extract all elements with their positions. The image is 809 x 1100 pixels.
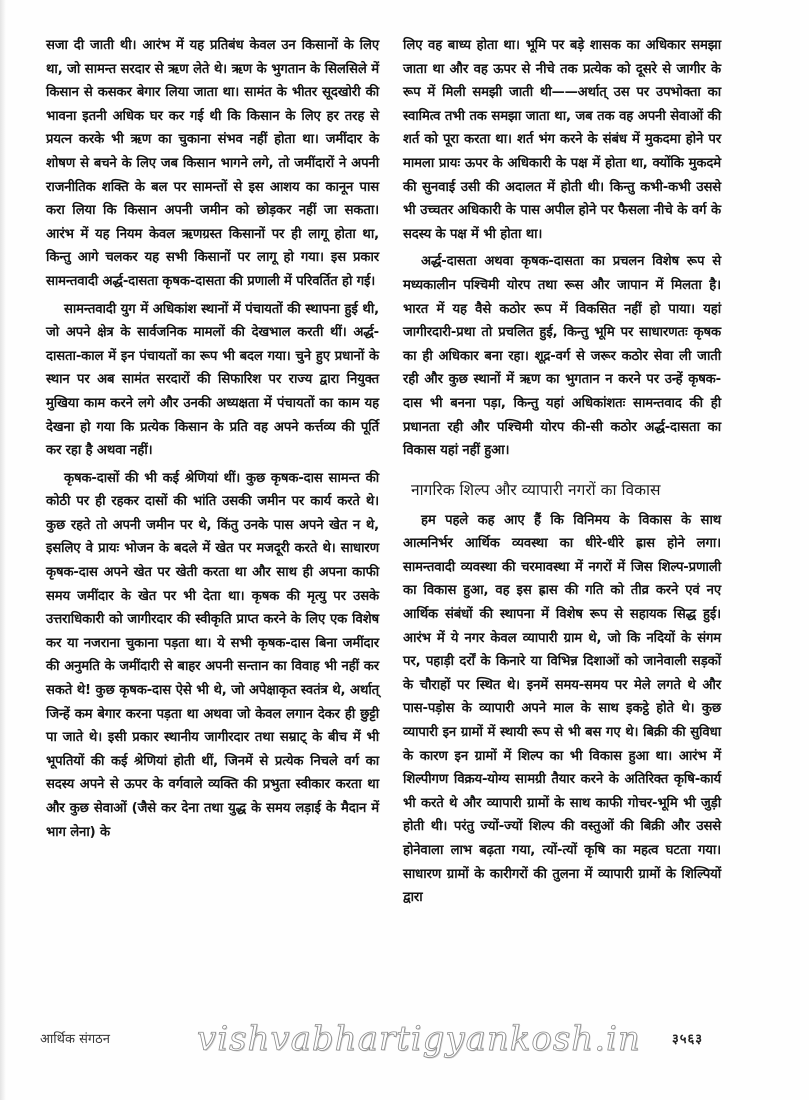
running-title: आर्थिक संगठन [40,1032,110,1047]
left-column [46,34,379,844]
paragraph: लिए वह बाध्य होता था। भूमि पर बड़े शासक का अधिकार समझा जाता था और वह ऊपर से नीचे तक प्रत्येक को दूसरे से जागीर के रूप में मिली समझी जाती थी——अर्थात् उस पर उपभोक्ता का स्वामित्व तभी तक समझा जाता था, जब तक वह अपनी सेवाओं की शर्त को पूरा करता था। शर्त भंग करने के संबंध में मुकदमा होने पर मामला प्रायः ऊपर के अधिकारी के पक्ष में होता था, क्योंकि मुकदमे की सुनवाई उसी की अदालत में होती थी। किन्तु कभी-कभी उससे भी उच्चतर अधिकारी के पास अपील होने पर फैसला नीचे के वर्ग के सदस्य के पक्ष में भी होता था। [403,38,721,242]
right-column [403,34,721,910]
paragraph: सामन्तवादी युग में अधिकांश स्थानों में पंचायतों की स्थापना हुई थी, जो अपने क्षेत्र के सार्वजनिक मामलों की देखभाल करती थीं। अर्द्ध-दासता-काल में इन पंचायतों का रूप भी बदल गया। चुने हुए प्रधानों के स्थान पर अब सामंत सरदारों की सिफारिश पर राज्य द्वारा नियुक्त मुखिया काम करने लगे और उनकी अध्यक्षता में पंचायतों का काम यह देखना हो गया कि प्रत्येक किसान के प्रति वह अपने कर्त्तव्य की पूर्ति कर रहा है अथवा नहीं। [46,301,379,459]
paragraph: सजा दी जाती थी। आरंभ में यह प्रतिबंध केवल उन किसानों के लिए था, जो सामन्त सरदार से ऋण लेते थे। ऋण के भुगतान के सिलसिले में किसान से कसकर बेगार लिया जाता था। सामंत के भीतर सूदखोरी की भावना इतनी अधिक घर कर गई थी कि किसान के लिए हर तरह से प्रयत्न करके भी ऋण का चुकाना संभव नहीं होता था। जमींदार के शोषण से बचने के लिए जब किसान भागने लगे, तो जमींदारों ने अपनी राजनीतिक शक्ति के बल पर सामन्तों से इस आशय का कानून पास करा लिया कि किसान अपनी जमीन को छोड़कर नहीं जा सकता। आरंभ में यह नियम केवल ऋणग्रस्त किसानों पर ही लागू होता था, किन्तु आगे चलकर यह सभी किसानों पर लागू हो गया। इस प्रकार सामन्तवादी अर्द्ध-दासता कृषक-दासता की प्रणाली में परिवर्तित हो गई। [46,38,379,289]
section-heading: नागरिक शिल्प और व्यापारी नगरों का विकास [411,480,661,499]
page-number: ३५६३ [672,1032,704,1047]
paragraph: कृषक-दासों की भी कई श्रेणियां थीं। कुछ कृषक-दास सामन्त की कोठी पर ही रहकर दासों की भांति उसकी जमीन पर कार्य करते थे। कुछ रहते तो अपनी जमीन पर थे, किंतु उनके पास अपने खेत न थे, इसलिए वे प्रायः भोजन के बदले में खेत पर मजदूरी करते थे। साधारण कृषक-दास अपने खेत पर खेती करता था और साथ ही अपना काफी समय जमींदार के खेत पर भी देता था। कृषक की मृत्यु पर उसके उत्तराधिकारी को जागीरदार की स्वीकृति प्राप्त करने के लिए एक विशेष कर या नजराना चुकाना पड़ता था। ये सभी कृषक-दास बिना जमींदार की अनुमति के जमींदारी से बाहर अपनी सन्तान का विवाह भी नहीं कर सकते थे! कुछ कृषक-दास ऐसे भी थे, जो अपेक्षाकृत स्वतंत्र थे, अर्थात् जिन्हें कम बेगार करना पड़ता था अथवा जो केवल लगान देकर ही छुट्टी पा जाते थे। इसी प्रकार स्थानीय जागीरदार तथा सम्राट् के बीच में भी भूपतियों की कई श्रेणियां होती थीं, जिनमें से प्रत्येक निचले वर्ग का सदस्य अपने से ऊपर के वर्गवाले व्यक्ति की प्रभुता स्वीकार करता था और कुछ सेवाओं (जैसे कर देना तथा युद्ध के समय लड़ाई के मैदान में भाग लेना) के [46,470,379,840]
paragraph: अर्द्ध-दासता अथवा कृषक-दासता का प्रचलन विशेष रूप से मध्यकालीन पश्चिमी योरप तथा रूस और जापान में मिलता है। भारत में यह वैसे कठोर रूप में विकसित नहीं हो पाया। यहां जागीरदारी-प्रथा तो प्रचलित हुई, किन्तु भूमि पर साधारणतः कृषक का ही अधिकार बना रहा। शूद्र-वर्ग से जरूर कठोर सेवा ली जाती रही और कुछ स्थानों में ऋण का भुगतान न करने पर उन्हें कृषक-दास भी बनना पड़ा, किन्तु यहां अधिकांशतः सामन्तवाद की ही प्रधानता रही और पश्चिमी योरप की-सी कठोर अर्द्ध-दासता का विकास यहां नहीं हुआ। [403,254,721,459]
watermark: vishvabhartigyankosh.in [197,1019,641,1059]
page-footer [0,1019,809,1063]
page-edge-shadow [0,0,6,1100]
paragraph: हम पहले कह आए हैं कि विनिमय के विकास के साथ आत्मनिर्भर आर्थिक व्यवस्था का धीरे-धीरे ह्रास होने लगा। सामन्तवादी व्यवस्था की चरमावस्था में नगरों में जिस शिल्प-प्रणाली का विकास हुआ, वह इस ह्रास की गति को तीव्र करने एवं नए आर्थिक संबंधों की स्थापना में विशेष रूप से सहायक सिद्ध हुई। आरंभ में ये नगर केवल व्यापारी ग्राम थे, जो कि नदियों के संगम पर, पहाड़ी दर्रों के किनारे या विभिन्न दिशाओं को जानेवाली सड़कों के चौराहों पर स्थित थे। इनमें समय-समय पर मेले लगते थे और पास-पड़ोस के व्यापारी अपने माल के साथ इकट्ठे होते थे। कुछ व्यापारी इन ग्रामों में स्थायी रूप से भी बस गए थे। बिक्री की सुविधा के कारण इन ग्रामों में शिल्प का भी विकास हुआ था। आरंभ में शिल्पीगण विक्रय-योग्य सामग्री तैयार करने के अतिरिक्त कृषि-कार्य भी करते थे और व्यापारी ग्रामों के साथ काफी गोचर-भूमि भी जुड़ी होती थी। परंतु ज्यों-ज्यों शिल्प की वस्तुओं की बिक्री और उससे होनेवाला लाभ बढ़ता गया, त्यों-त्यों कृषि का महत्व घटता गया। साधारण ग्रामों के कारीगरों की तुलना में व्यापारी ग्रामों के शिल्पियों द्वारा [403,512,721,906]
